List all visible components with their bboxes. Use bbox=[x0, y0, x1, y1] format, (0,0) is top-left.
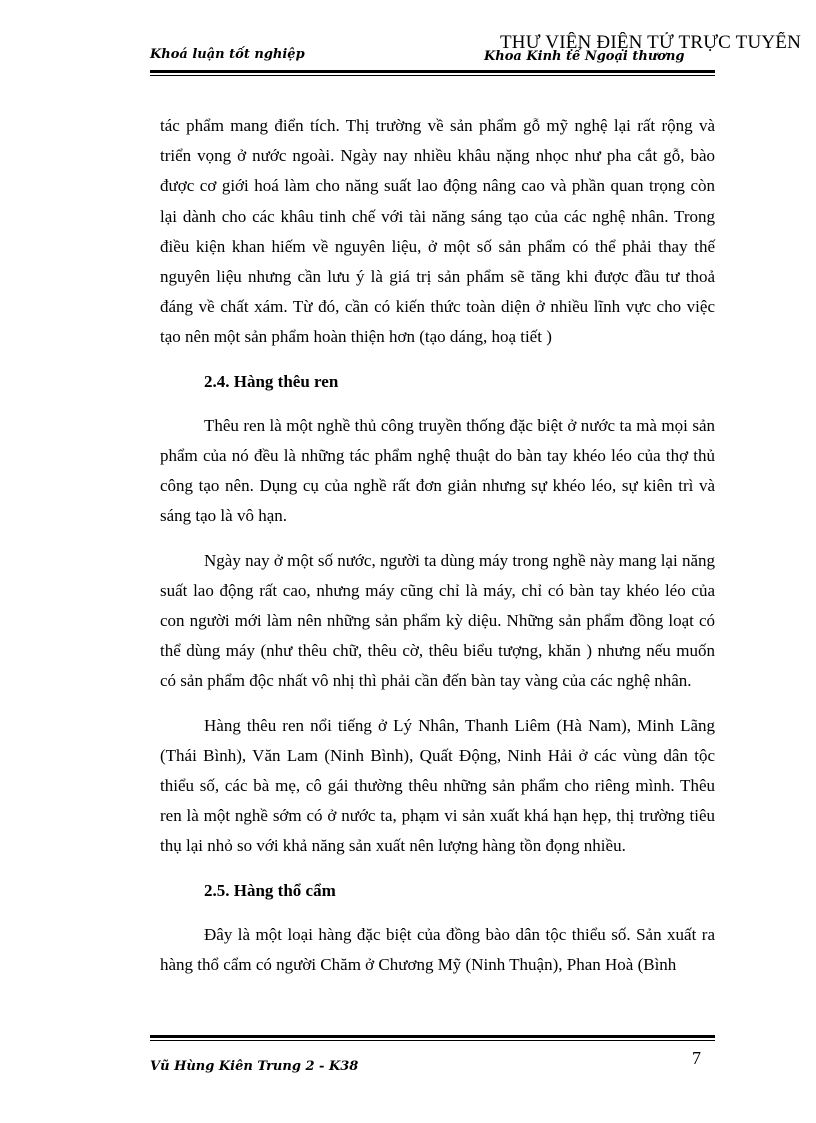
paragraph-2: Thêu ren là một nghề thủ công truyền thống đặc biệt ở nước ta mà mọi sản phẩm của nó đều là những tác phẩm nghệ thuật do bàn tay khéo léo của thợ thủ công tạo nên. Dụng cụ của nghề rất đơn giản nhưng sự khéo léo, sự kiên trì và sáng tạo là vô hạn. bbox=[160, 415, 715, 526]
library-watermark: THƯ VIỆN ĐIỆN TỬ TRỰC TUYẾN bbox=[500, 32, 802, 53]
paragraph-5: Đây là một loại hàng đặc biệt của đồng bào dân tộc thiểu số. Sản xuất ra hàng thổ cẩm có người Chăm ở Chương Mỹ (Ninh Thuận), Phan Hoà (Bình bbox=[160, 924, 715, 975]
paragraph-4: Hàng thêu ren nổi tiếng ở Lý Nhân, Thanh Liêm (Hà Nam), Minh Lãng (Thái Bình), Văn Lam (Ninh Bình), Quất Động, Ninh Hải ở các vùng dân tộc thiểu số, các bà mẹ, cô gái thường thêu những sản phẩm cho riêng mình. Thêu ren là một nghề sớm có ở nước ta, phạm vi sản xuất khá hạn hẹp, thị trường tiêu thụ lại nhỏ so với khả năng sản xuất nên lượng hàng tồn đọng nhiều. bbox=[160, 715, 715, 856]
header-rule bbox=[150, 70, 715, 76]
page-number: 7 bbox=[692, 1048, 701, 1068]
section-heading-2-4: 2.4. Hàng thêu ren bbox=[204, 371, 339, 391]
document-body bbox=[160, 111, 715, 980]
footer-author: Vũ Hùng Kiên Trung 2 - K38 bbox=[150, 1059, 359, 1074]
footer-rule bbox=[150, 1035, 715, 1041]
header-thesis-label: Khoá luận tốt nghiệp bbox=[150, 47, 305, 62]
paragraph-1: tác phẩm mang điển tích. Thị trường về sản phẩm gỗ mỹ nghệ lại rất rộng và triển vọng ở nước ngoài. Ngày nay nhiều khâu nặng nhọc như pha cắt gỗ, bào được cơ giới hoá làm cho năng suất lao động nâng cao và phần quan trọng còn lại dành cho các khâu tinh chế với tài năng sáng tạo của các nghệ nhân. Trong điều kiện khan hiếm về nguyên liệu, ở một số sản phẩm có thể phải thay thế nguyên liệu nhưng cần lưu ý là giá trị sản phẩm sẽ tăng khi được đầu tư thoả đáng về chất xám. Từ đó, cần có kiến thức toàn diện ở nhiều lĩnh vực cho việc tạo nên một sản phẩm hoàn thiện hơn (tạo dáng, hoạ tiết ) bbox=[160, 116, 715, 347]
header-faculty-label: Khoa Kinh tế Ngoại thương bbox=[484, 49, 685, 64]
section-heading-2-5: 2.5. Hàng thổ cẩm bbox=[204, 880, 336, 900]
paragraph-3: Ngày nay ở một số nước, người ta dùng máy trong nghề này mang lại năng suất lao động rất cao, nhưng máy cũng chỉ là máy, chỉ có bàn tay khéo léo của con người mới làm nên những sản phẩm kỳ diệu. Những sản phẩm đồng loạt có thể dùng máy (như thêu chữ, thêu cờ, thêu biểu tượng, khăn ) nhưng nếu muốn có sản phẩm độc nhất vô nhị thì phải cần đến bàn tay vàng của các nghệ nhân. bbox=[160, 550, 715, 691]
